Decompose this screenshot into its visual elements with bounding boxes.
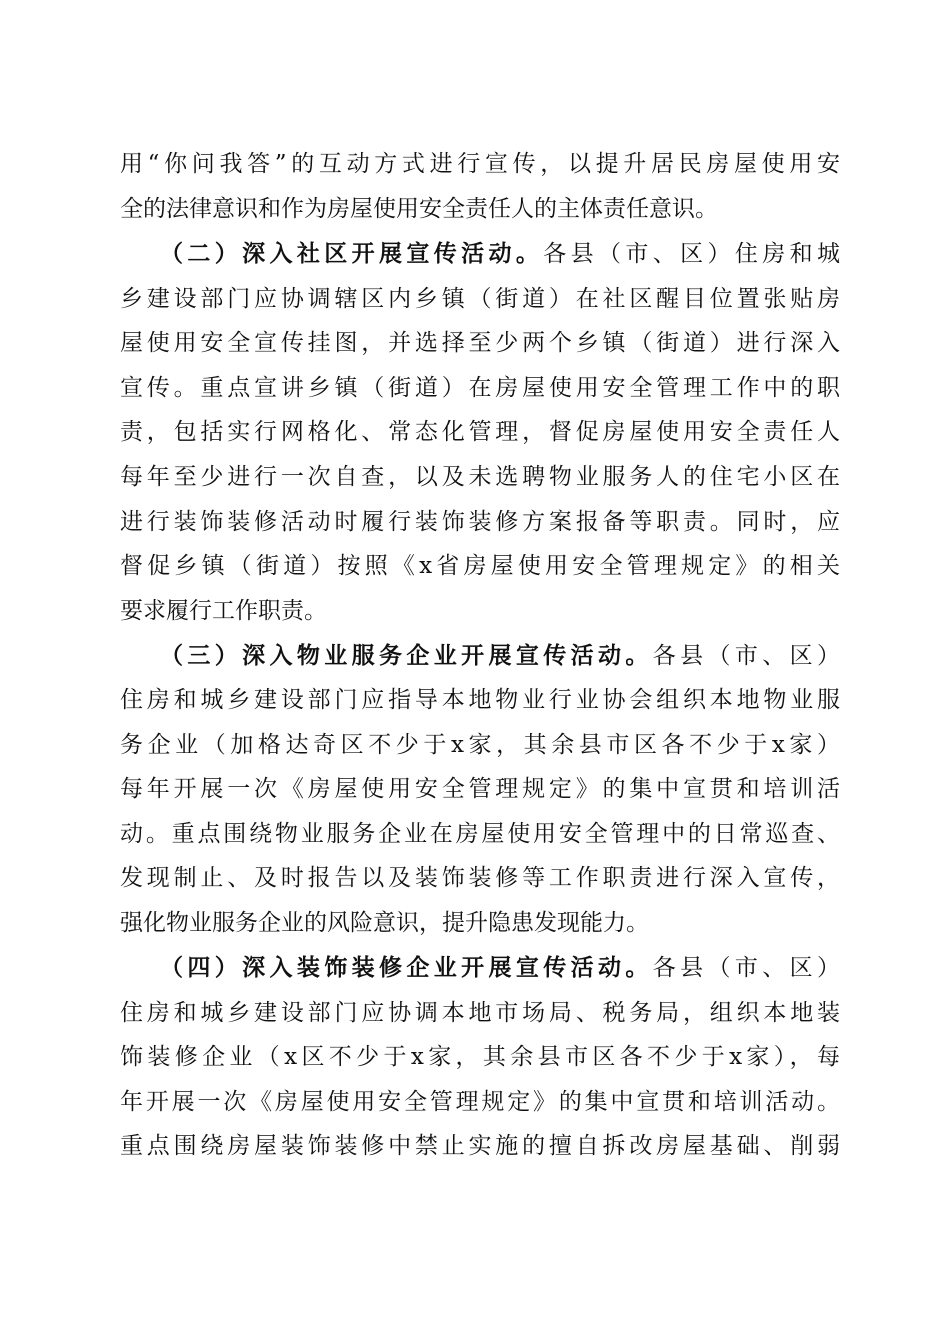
body-line: 责，包括实行网格化、常态化管理，督促房屋使用安全责任人 <box>120 419 840 445</box>
body-line: 住房和城乡建设部门应协调本地市场局、税务局，组织本地装 <box>120 1000 840 1026</box>
body-line: 饰装修企业（x区不少于x家，其余县市区各不少于x家），每 <box>120 1044 840 1070</box>
section-heading: （三）深入物业服务企业开展宣传活动。 <box>160 642 653 669</box>
body-line: 年开展一次《房屋使用安全管理规定》的集中宣贯和培训活动。 <box>120 1089 840 1115</box>
body-line: 每年开展一次《房屋使用安全管理规定》的集中宣贯和培训活 <box>120 776 840 802</box>
body-line: 要求履行工作职责。 <box>120 598 327 624</box>
paragraph-first-line <box>160 636 840 676</box>
paragraph-first-line <box>160 948 840 988</box>
body-line: 发现制止、及时报告以及装饰装修等工作职责进行深入宣传， <box>120 865 840 891</box>
paragraph-first-line <box>160 234 840 274</box>
section-heading: （四）深入装饰装修企业开展宣传活动。 <box>160 954 653 981</box>
body-line: 全的法律意识和作为房屋使用安全责任人的主体责任意识。 <box>120 196 718 222</box>
body-line: 用“你问我答”的互动方式进行宣传，以提升居民房屋使用安 <box>120 151 840 177</box>
body-line: 动。重点围绕物业服务企业在房屋使用安全管理中的日常巡查、 <box>120 821 840 847</box>
body-line: 进行装饰装修活动时履行装饰装修方案报备等职责。同时，应 <box>120 509 840 535</box>
body-text: 各县（市、区）住房和城 <box>543 241 840 267</box>
body-line: 住房和城乡建设部门应指导本地物业行业协会组织本地物业服 <box>120 687 840 713</box>
body-line: 乡建设部门应协调辖区内乡镇（街道）在社区醒目位置张贴房 <box>120 286 840 312</box>
body-line: 督促乡镇（街道）按照《x省房屋使用安全管理规定》的相关 <box>120 553 840 579</box>
body-text: 各县（市、区） <box>652 955 840 981</box>
body-line: 宣传。重点宣讲乡镇（街道）在房屋使用安全管理工作中的职 <box>120 375 840 401</box>
body-text: 各县（市、区） <box>652 643 840 669</box>
body-line: 屋使用安全宣传挂图，并选择至少两个乡镇（街道）进行深入 <box>120 330 840 356</box>
body-line: 强化物业服务企业的风险意识，提升隐患发现能力。 <box>120 910 649 936</box>
body-line: 每年至少进行一次自查，以及未选聘物业服务人的住宅小区在 <box>120 464 840 490</box>
body-line: 重点围绕房屋装饰装修中禁止实施的擅自拆改房屋基础、削弱 <box>120 1133 840 1159</box>
section-heading: （二）深入社区开展宣传活动。 <box>160 240 544 267</box>
body-line: 务企业（加格达奇区不少于x家，其余县市区各不少于x家） <box>120 732 840 758</box>
